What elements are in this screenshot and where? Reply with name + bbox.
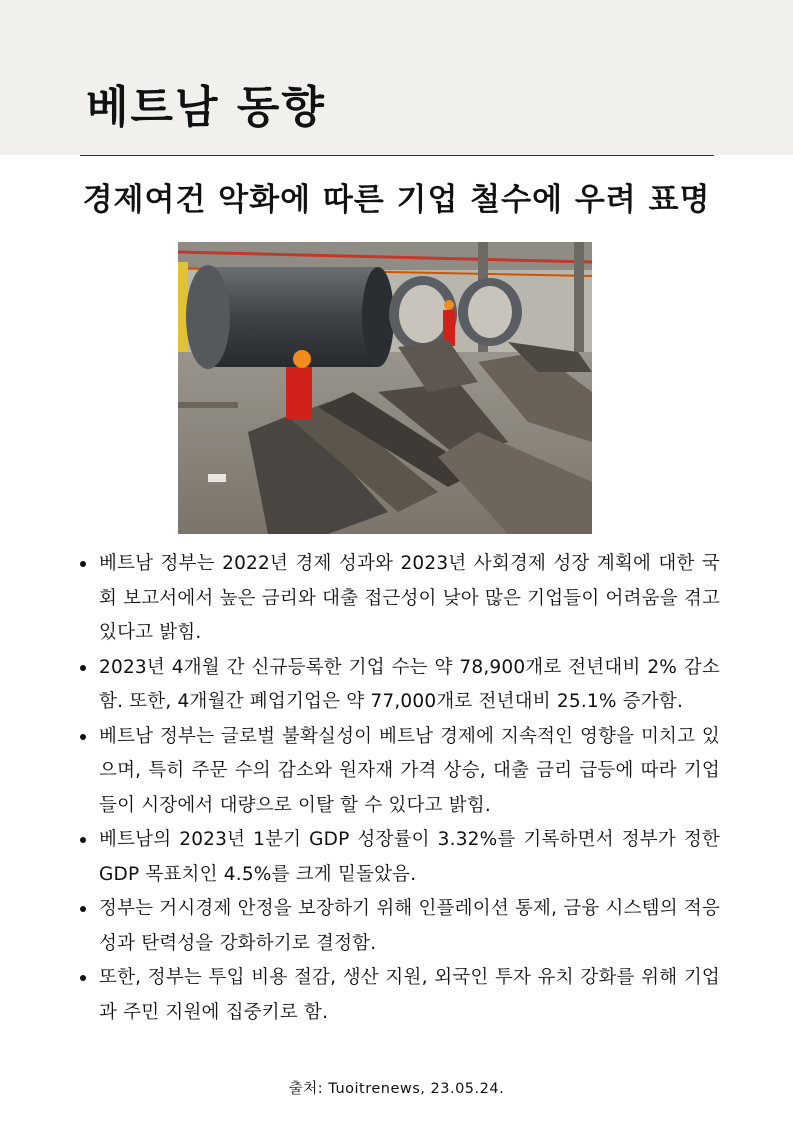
list-item <box>80 651 720 720</box>
header-divider <box>80 155 714 156</box>
page-title: 베트남 동향 <box>86 82 326 133</box>
bullet-text: 베트남의 2023년 1분기 GDP 성장률이 3.32%를 기록하면서 정부가 정한 GDP 목표치인 4.5%를 크게 밑돌았음. <box>99 829 720 885</box>
source-citation: 출처: Tuoitrenews, 23.05.24. <box>288 1081 505 1097</box>
bullet-text: 베트남 정부는 글로벌 불확실성이 베트남 경제에 지속적인 영향을 미치고 있으며, 특히 주문 수의 감소와 원자재 가격 상승, 대출 금리 급등에 따라 기업들이 시장에서 대량으로 이탈 할 수 있다고 밝힘. <box>99 725 720 816</box>
factory-photo <box>178 242 592 534</box>
list-item <box>80 823 720 892</box>
bullet-text: 정부는 거시경제 안정을 보장하기 위해 인플레이션 통제, 금융 시스템의 적응성과 탄력성을 강화하기로 결정함. <box>99 898 721 954</box>
list-item <box>80 961 720 1030</box>
bullet-text: 베트남 정부는 2022년 경제 성과와 2023년 사회경제 성장 계획에 대한 국회 보고서에서 높은 금리와 대출 접근성이 낮아 많은 기업들이 어려움을 겪고 있다고 밝힘. <box>99 553 721 643</box>
bullet-dot-icon <box>80 906 86 912</box>
bullet-text: 2023년 4개월 간 신규등록한 기업 수는 약 78,900개로 전년대비 2% 감소함. 또한, 4개월간 폐업기업은 약 77,000개로 전년대비 25.1% 증가함. <box>99 656 720 712</box>
bullet-text: 또한, 정부는 투입 비용 절감, 생산 지원, 외국인 투자 유치 강화를 위해 기업과 주민 지원에 집중키로 함. <box>99 967 720 1023</box>
article-bullet-list <box>80 547 720 1030</box>
article-headline: 경제여건 악화에 따른 기업 철수에 우려 표명 <box>82 182 711 218</box>
bullet-dot-icon <box>80 837 86 843</box>
list-item <box>80 547 720 651</box>
bullet-dot-icon <box>80 734 86 740</box>
bullet-dot-icon <box>80 975 86 981</box>
bullet-dot-icon <box>80 665 86 671</box>
list-item <box>80 720 720 824</box>
bullet-dot-icon <box>80 561 86 567</box>
list-item <box>80 892 720 961</box>
